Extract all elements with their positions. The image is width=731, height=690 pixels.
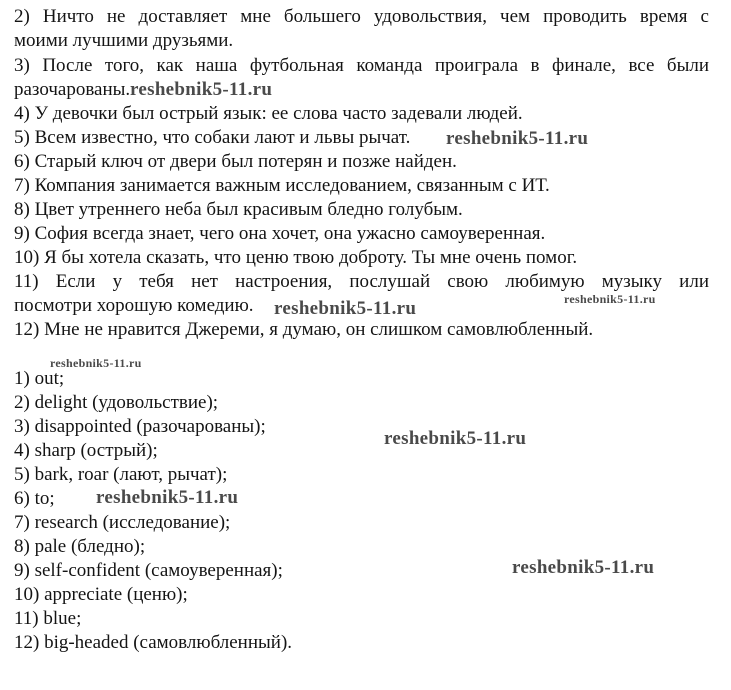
answer-line: 12) big-headed (самовлюбленный). [14, 632, 293, 653]
answer-line: 9) self-confident (самоуверенная); [14, 560, 283, 581]
answer-line: 1) out; [14, 368, 65, 389]
answer-line: 10) appreciate (ценю); [14, 584, 188, 605]
watermark-text: reshebnik5-11.ru [512, 557, 655, 578]
watermark-text: reshebnik5-11.ru [130, 79, 273, 100]
answer-line: 8) pale (бледно); [14, 536, 146, 557]
sentence-line: 2) Ничто не доставляет мне большего удовольствия, чем проводить время с [14, 6, 709, 27]
sentence-line: 10) Я бы хотела сказать, что ценю твою доброту. Ты мне очень помог. [14, 247, 578, 268]
watermark-text: reshebnik5-11.ru [564, 292, 656, 306]
sentence-line: 9) София всегда знает, чего она хочет, она ужасно самоуверенная. [14, 223, 546, 244]
answer-line: 2) delight (удовольствие); [14, 392, 219, 413]
answer-line: 3) disappointed (разочарованы); [14, 416, 266, 437]
watermark-text: reshebnik5-11.ru [274, 298, 417, 319]
watermark-text: reshebnik5-11.ru [50, 356, 142, 370]
watermark-text: reshebnik5-11.ru [384, 428, 527, 449]
sentence-line: 12) Мне не нравится Джереми, я думаю, он слишком самовлюбленный. [14, 319, 594, 340]
sentence-line: 11) Если у тебя нет настроения, послушай свою любимую музыку или [14, 271, 709, 292]
answer-line: 11) blue; [14, 608, 82, 629]
answer-line: 5) bark, roar (лают, рычат); [14, 464, 228, 485]
sentence-line: 4) У девочки был острый язык: ее слова часто задевали людей. [14, 103, 523, 124]
sentence-line: моими лучшими друзьями. [14, 30, 234, 51]
sentence-line: 7) Компания занимается важным исследованием, связанным с ИТ. [14, 175, 550, 196]
answer-line: 6) to; [14, 488, 55, 509]
sentence-line: 5) Всем известно, что собаки лают и львы рычат. [14, 127, 411, 148]
sentence-line: разочарованы. [14, 79, 131, 100]
sentence-line: 8) Цвет утреннего неба был красивым бледно голубым. [14, 199, 463, 220]
sentence-line: 3) После того, как наша футбольная команда проиграла в финале, все были [14, 55, 709, 76]
watermark-text: reshebnik5-11.ru [446, 128, 589, 149]
watermark-text: reshebnik5-11.ru [96, 487, 239, 508]
sentence-line: посмотри хорошую комедию. [14, 295, 254, 316]
answer-line: 4) sharp (острый); [14, 440, 158, 461]
sentence-line: 6) Старый ключ от двери был потерян и позже найден. [14, 151, 457, 172]
answer-line: 7) research (исследование); [14, 512, 231, 533]
